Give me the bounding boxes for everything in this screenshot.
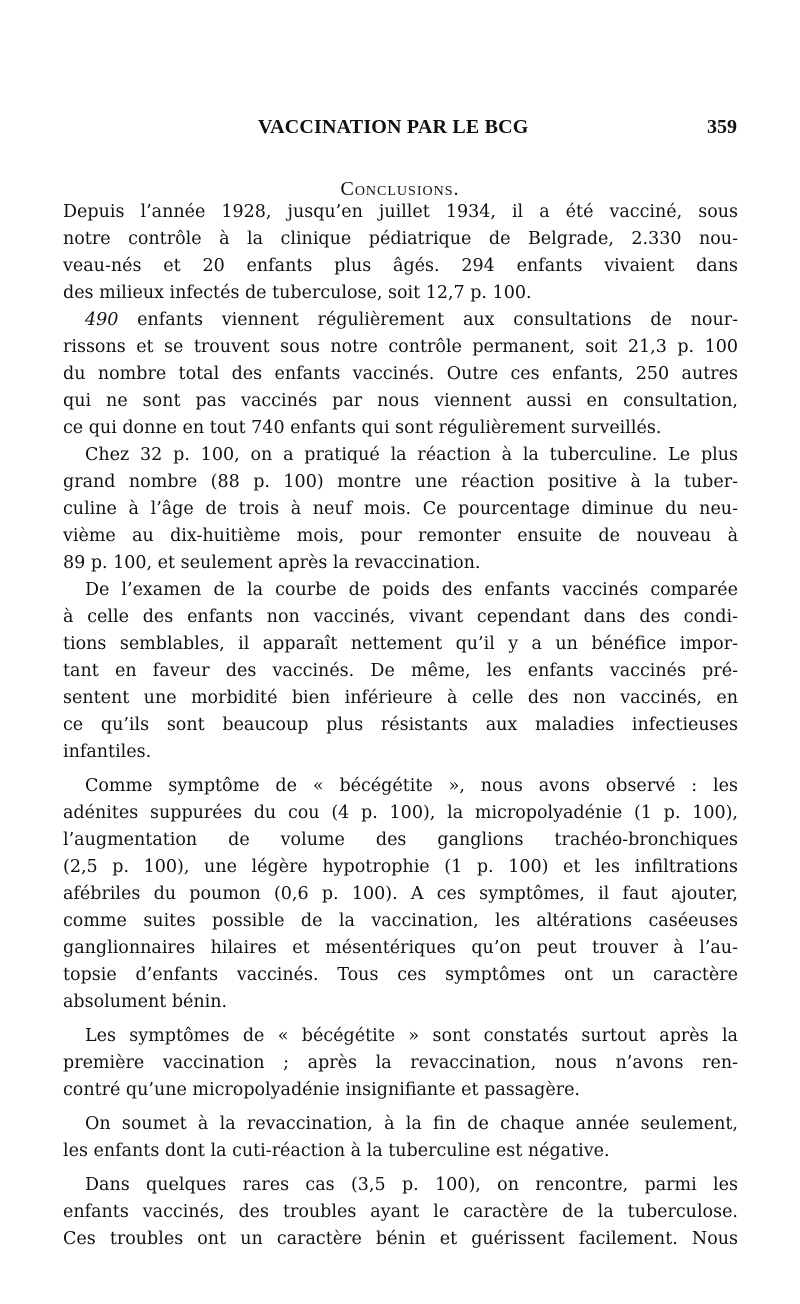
text-line: des milieux infectés de tuberculose, soit 12,7 p. 100.	[63, 283, 532, 303]
text-line: adénites suppurées du cou (4 p. 100), la micropolyadénie (1 p. 100),	[63, 803, 738, 823]
running-title: VACCINATION PAR LE BCG	[258, 116, 529, 138]
text-line	[63, 307, 738, 334]
text-line: les enfants dont la cuti-réaction à la tuberculine est négative.	[63, 1141, 610, 1161]
text-line: veau-nés et 20 enfants plus âgés. 294 enfants vivaient dans	[63, 256, 738, 276]
text-line: notre contrôle à la clinique pédiatrique de Belgrade, 2.330 nou-	[63, 229, 738, 249]
text-line: culine à l’âge de trois à neuf mois. Ce pourcentage diminue du neu-	[63, 499, 738, 519]
text-line: du nombre total des enfants vaccinés. Outre ces enfants, 250 autres	[63, 364, 738, 384]
text-line: tant en faveur des vaccinés. De même, les enfants vaccinés pré-	[63, 661, 738, 681]
text-line: qui ne sont pas vaccinés par nous viennent aussi en consultation,	[63, 391, 738, 411]
text-line: ce qui donne en tout 740 enfants qui sont régulièrement surveillés.	[63, 418, 662, 438]
text-line: On soumet à la revaccination, à la fin de chaque année seulement,	[85, 1114, 738, 1134]
text-line-continuation: enfants viennent régulièrement aux consultations de nour-	[118, 310, 738, 330]
text-line: topsie d’enfants vaccinés. Tous ces symptômes ont un caractère	[63, 965, 738, 985]
text-line: Comme symptôme de « bécégétite », nous avons observé : les	[85, 776, 738, 796]
text-line: absolument bénin.	[63, 992, 228, 1012]
text-line: contré qu’une micropolyadénie insignifiante et passagère.	[63, 1080, 580, 1100]
text-line: grand nombre (88 p. 100) montre une réaction positive à la tuber-	[63, 472, 738, 492]
text-line: tions semblables, il apparaît nettement qu’il y a un bénéfice impor-	[63, 634, 738, 654]
text-line: Ces troubles ont un caractère bénin et guérissent facilement. Nous	[63, 1229, 738, 1249]
running-head	[0, 116, 800, 140]
text-line: Depuis l’année 1928, jusqu’en juillet 1934, il a été vacciné, sous	[63, 202, 738, 222]
italic-number: 490	[85, 310, 119, 330]
text-line: vième au dix-huitième mois, pour remonter ensuite de nouveau à	[63, 526, 738, 546]
text-line: ganglionnaires hilaires et mésentériques qu’on peut trouver à l’au-	[63, 938, 738, 958]
text-line: afébriles du poumon (0,6 p. 100). A ces symptômes, il faut ajouter,	[63, 884, 738, 904]
text-line: à celle des enfants non vaccinés, vivant cependant dans des condi-	[63, 607, 738, 627]
text-line: 89 p. 100, et seulement après la revaccination.	[63, 553, 481, 573]
text-line: Dans quelques rares cas (3,5 p. 100), on rencontre, parmi les	[85, 1175, 738, 1195]
section-title: Conclusions.	[340, 178, 460, 200]
body-text	[63, 199, 738, 1253]
text-line: rissons et se trouvent sous notre contrôle permanent, soit 21,3 p. 100	[63, 337, 738, 357]
text-line: infantiles.	[63, 742, 152, 762]
text-line: Les symptômes de « bécégétite » sont constatés surtout après la	[85, 1026, 738, 1046]
text-line: De l’examen de la courbe de poids des enfants vaccinés comparée	[85, 580, 738, 600]
text-line: enfants vaccinés, des troubles ayant le caractère de la tuberculose.	[63, 1202, 738, 1222]
text-line: Chez 32 p. 100, on a pratiqué la réaction à la tuberculine. Le plus	[85, 445, 738, 465]
text-line: (2,5 p. 100), une légère hypotrophie (1 p. 100) et les infiltrations	[63, 857, 738, 877]
text-line: comme suites possible de la vaccination, les altérations caséeuses	[63, 911, 738, 931]
page-number: 359	[707, 116, 737, 138]
text-line: sentent une morbidité bien inférieure à celle des non vaccinés, en	[63, 688, 738, 708]
text-line: l’augmentation de volume des ganglions trachéo-bronchiques	[63, 830, 738, 850]
text-line: ce qu’ils sont beaucoup plus résistants aux maladies infectieuses	[63, 715, 738, 735]
text-line: première vaccination ; après la revaccination, nous n’avons ren-	[63, 1053, 738, 1073]
